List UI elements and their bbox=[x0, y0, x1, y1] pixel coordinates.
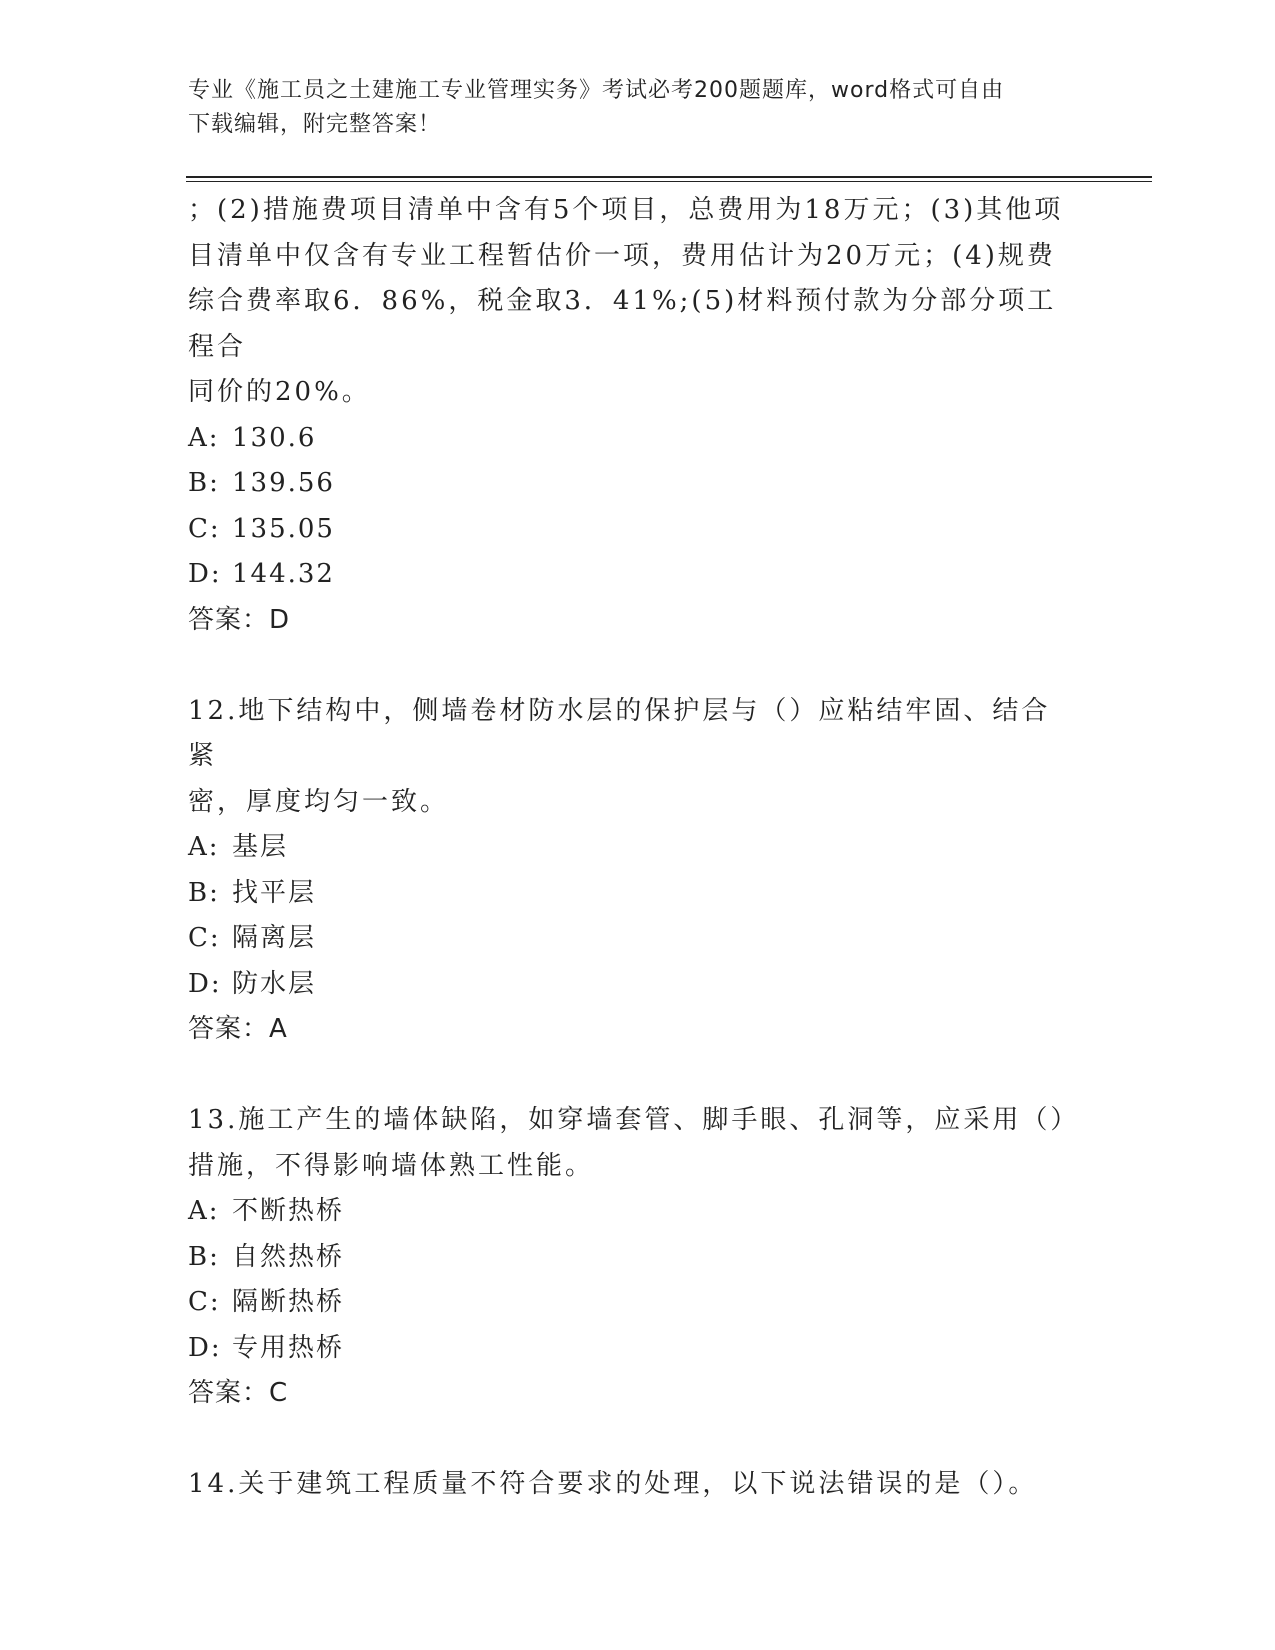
option-letter: D: bbox=[188, 968, 222, 999]
question-11 bbox=[188, 188, 1068, 643]
option-letter: C: bbox=[188, 513, 221, 544]
option-letter: B: bbox=[188, 1241, 220, 1272]
header-rule-thin bbox=[186, 181, 1152, 182]
spacer bbox=[188, 1053, 1068, 1099]
document-body bbox=[188, 188, 1080, 1508]
option-text: 130.6 bbox=[232, 422, 317, 453]
spacer bbox=[188, 643, 1068, 689]
option-letter: D: bbox=[188, 1332, 222, 1363]
question-text-line: 14.关于建筑工程质量不符合要求的处理，以下说法错误的是（）。 bbox=[188, 1469, 1038, 1499]
option-text: 基层 bbox=[232, 832, 289, 862]
option-d bbox=[188, 1326, 1068, 1372]
option-text: 139.56 bbox=[232, 468, 335, 498]
question-text-line: 措施，不得影响墙体熟工性能。 bbox=[188, 1150, 595, 1181]
option-letter: C: bbox=[188, 923, 221, 953]
option-text: 隔离层 bbox=[232, 923, 317, 953]
option-b bbox=[188, 1235, 1068, 1281]
option-letter: B: bbox=[188, 877, 220, 908]
option-text: 隔断热桥 bbox=[232, 1287, 345, 1317]
option-d bbox=[188, 552, 1068, 598]
option-letter: A: bbox=[188, 1196, 220, 1226]
option-d bbox=[188, 962, 1068, 1008]
option-text: 135.05 bbox=[232, 513, 335, 544]
option-text: 自然热桥 bbox=[232, 1241, 345, 1272]
option-a bbox=[188, 416, 1068, 462]
question-text-line: 密，厚度均匀一致。 bbox=[188, 786, 450, 817]
header-line-2: 下载编辑，附完整答案！ bbox=[188, 112, 442, 137]
question-text-line: 目清单中仅含有专业工程暂估价一项，费用估计为20万元；(4)规费 bbox=[188, 240, 1056, 271]
option-letter: A: bbox=[188, 422, 220, 453]
spacer bbox=[188, 1417, 1068, 1463]
answer: 答案：D bbox=[188, 604, 291, 635]
option-letter: B: bbox=[188, 468, 220, 498]
option-letter: D: bbox=[188, 559, 222, 589]
option-a bbox=[188, 1189, 1068, 1235]
question-text-line: 综合费率取6．86%，税金取3．41%;(5)材料预付款为分部分项工程合 bbox=[188, 286, 1057, 362]
option-text: 144.32 bbox=[232, 559, 335, 589]
document-header bbox=[188, 74, 1068, 142]
question-text-line: 同价的20%。 bbox=[188, 377, 371, 407]
question-13 bbox=[188, 1098, 1080, 1417]
answer: 答案：C bbox=[188, 1378, 289, 1408]
question-text-line: ；(2)措施费项目清单中含有5个项目，总费用为18万元；(3)其他项 bbox=[188, 195, 1064, 225]
option-text: 找平层 bbox=[232, 877, 317, 908]
header-rule-thick bbox=[186, 176, 1152, 178]
option-c bbox=[188, 1280, 1068, 1326]
option-text: 不断热桥 bbox=[232, 1196, 345, 1226]
option-a bbox=[188, 825, 1068, 871]
option-letter: A: bbox=[188, 832, 220, 862]
option-text: 专用热桥 bbox=[232, 1332, 345, 1363]
option-c bbox=[188, 916, 1068, 962]
option-b bbox=[188, 461, 1068, 507]
option-text: 防水层 bbox=[232, 968, 317, 999]
answer: 答案：A bbox=[188, 1014, 288, 1044]
option-b bbox=[188, 871, 1068, 917]
question-14 bbox=[188, 1462, 1068, 1508]
question-text-line: 13.施工产生的墙体缺陷，如穿墙套管、脚手眼、孔洞等，应采用（） bbox=[188, 1105, 1080, 1135]
question-12 bbox=[188, 689, 1068, 1053]
option-letter: C: bbox=[188, 1287, 221, 1317]
header-line-1: 专业《施工员之土建施工专业管理实务》考试必考200题题库，word格式可自由 bbox=[188, 78, 1005, 103]
option-c bbox=[188, 507, 1068, 553]
question-text-line: 12.地下结构中，侧墙卷材防水层的保护层与（）应粘结牢固、结合紧 bbox=[188, 695, 1051, 771]
